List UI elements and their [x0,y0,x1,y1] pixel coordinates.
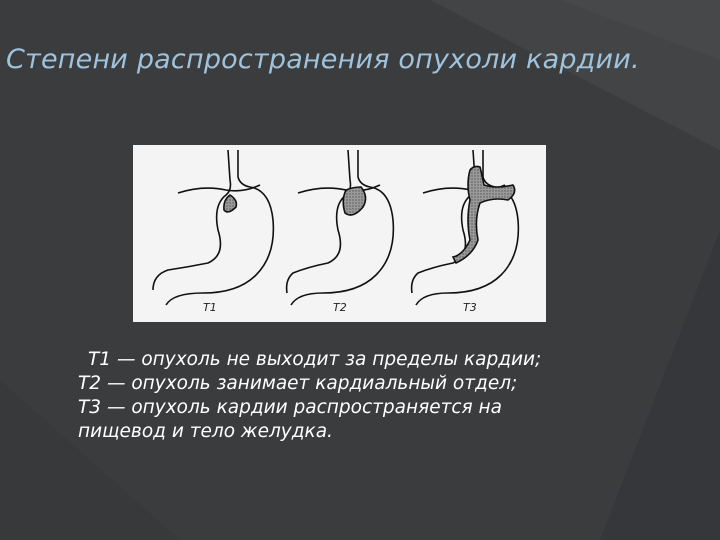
caption-text [78,348,678,444]
label-t1: Т1 [203,301,217,314]
stomach-t3 [412,150,519,305]
caption-line-t2: Т2 — опухоль занимает кардиальный отдел; [78,373,518,394]
caption-line-t3: Т3 — опухоль кардии распространяется на [78,397,502,418]
slide-title: Степени распространения опухоли кардии. [6,44,640,75]
caption-line-t1: Т1 — опухоль не выходит за пределы кардии; [88,349,542,370]
caption-line-t3-cont: пищевод и тело желудка. [78,421,333,442]
stomach-stages-drawing [133,145,546,322]
label-t3: Т3 [463,301,477,314]
stomach-t2 [287,150,394,305]
label-t2: Т2 [333,301,347,314]
stomach-diagram-figure [133,145,546,322]
stomach-t1 [153,150,273,305]
